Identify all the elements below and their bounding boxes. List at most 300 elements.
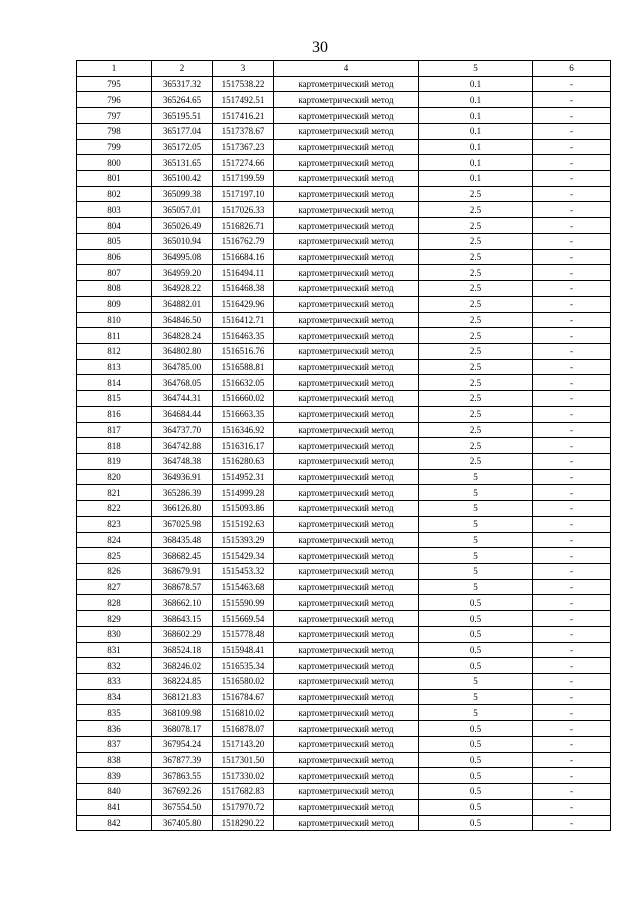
y-coordinate-cell: 1517682.83 xyxy=(213,784,274,800)
x-coordinate-cell: 367877.39 xyxy=(152,752,213,768)
point-number-cell: 820 xyxy=(77,469,152,485)
table-row xyxy=(77,626,611,642)
x-coordinate-cell: 364936.91 xyxy=(152,469,213,485)
method-cell: картометрический метод xyxy=(274,815,419,831)
method-cell: картометрический метод xyxy=(274,92,419,108)
note-cell: - xyxy=(533,312,611,328)
point-number-cell: 801 xyxy=(77,171,152,187)
point-number-cell: 821 xyxy=(77,485,152,501)
note-cell: - xyxy=(533,705,611,721)
y-coordinate-cell: 1516346.92 xyxy=(213,422,274,438)
y-coordinate-cell: 1515393.29 xyxy=(213,532,274,548)
y-coordinate-cell: 1516412.71 xyxy=(213,312,274,328)
accuracy-cell: 0.1 xyxy=(419,123,533,139)
method-cell: картометрический метод xyxy=(274,595,419,611)
note-cell: - xyxy=(533,422,611,438)
point-number-cell: 800 xyxy=(77,155,152,171)
x-coordinate-cell: 365286.39 xyxy=(152,485,213,501)
method-cell: картометрический метод xyxy=(274,752,419,768)
table-row xyxy=(77,438,611,454)
point-number-cell: 822 xyxy=(77,501,152,517)
method-cell: картометрический метод xyxy=(274,233,419,249)
point-number-cell: 827 xyxy=(77,579,152,595)
x-coordinate-cell: 366126.80 xyxy=(152,501,213,517)
point-number-cell: 805 xyxy=(77,233,152,249)
point-number-cell: 808 xyxy=(77,281,152,297)
method-cell: картометрический метод xyxy=(274,422,419,438)
y-coordinate-cell: 1516468.38 xyxy=(213,281,274,297)
table-row xyxy=(77,469,611,485)
x-coordinate-cell: 368643.15 xyxy=(152,611,213,627)
accuracy-cell: 2.5 xyxy=(419,391,533,407)
note-cell: - xyxy=(533,155,611,171)
y-coordinate-cell: 1516632.05 xyxy=(213,375,274,391)
point-number-cell: 803 xyxy=(77,202,152,218)
x-coordinate-cell: 364802.80 xyxy=(152,343,213,359)
y-coordinate-cell: 1517970.72 xyxy=(213,799,274,815)
table-row xyxy=(77,343,611,359)
table-row xyxy=(77,281,611,297)
note-cell: - xyxy=(533,391,611,407)
table-row xyxy=(77,391,611,407)
y-coordinate-cell: 1516878.07 xyxy=(213,721,274,737)
x-coordinate-cell: 368078.17 xyxy=(152,721,213,737)
note-cell: - xyxy=(533,595,611,611)
y-coordinate-cell: 1517378.67 xyxy=(213,123,274,139)
table-row xyxy=(77,359,611,375)
point-number-cell: 824 xyxy=(77,532,152,548)
accuracy-cell: 0.1 xyxy=(419,108,533,124)
method-cell: картометрический метод xyxy=(274,721,419,737)
x-coordinate-cell: 368524.18 xyxy=(152,642,213,658)
point-number-cell: 817 xyxy=(77,422,152,438)
accuracy-cell: 0.5 xyxy=(419,815,533,831)
x-coordinate-cell: 368679.91 xyxy=(152,564,213,580)
table-row xyxy=(77,92,611,108)
y-coordinate-cell: 1516535.34 xyxy=(213,658,274,674)
x-coordinate-cell: 364684.44 xyxy=(152,406,213,422)
method-cell: картометрический метод xyxy=(274,139,419,155)
x-coordinate-cell: 365177.04 xyxy=(152,123,213,139)
note-cell: - xyxy=(533,469,611,485)
point-number-cell: 802 xyxy=(77,186,152,202)
method-cell: картометрический метод xyxy=(274,186,419,202)
method-cell: картометрический метод xyxy=(274,406,419,422)
table-row xyxy=(77,485,611,501)
page-number: 30 xyxy=(312,39,328,56)
table-row xyxy=(77,721,611,737)
x-coordinate-cell: 367025.98 xyxy=(152,516,213,532)
note-cell: - xyxy=(533,108,611,124)
x-coordinate-cell: 364928.22 xyxy=(152,281,213,297)
point-number-cell: 813 xyxy=(77,359,152,375)
table-row xyxy=(77,312,611,328)
method-cell: картометрический метод xyxy=(274,736,419,752)
table-row xyxy=(77,375,611,391)
y-coordinate-cell: 1516494.11 xyxy=(213,265,274,281)
method-cell: картометрический метод xyxy=(274,516,419,532)
accuracy-cell: 0.5 xyxy=(419,784,533,800)
accuracy-cell: 2.5 xyxy=(419,359,533,375)
point-number-cell: 832 xyxy=(77,658,152,674)
x-coordinate-cell: 365264.65 xyxy=(152,92,213,108)
point-number-cell: 797 xyxy=(77,108,152,124)
x-coordinate-cell: 368121.83 xyxy=(152,689,213,705)
method-cell: картометрический метод xyxy=(274,799,419,815)
x-coordinate-cell: 368435.48 xyxy=(152,532,213,548)
accuracy-cell: 0.5 xyxy=(419,736,533,752)
point-number-cell: 815 xyxy=(77,391,152,407)
method-cell: картометрический метод xyxy=(274,485,419,501)
note-cell: - xyxy=(533,736,611,752)
accuracy-cell: 0.5 xyxy=(419,611,533,627)
y-coordinate-cell: 1516280.63 xyxy=(213,453,274,469)
accuracy-cell: 2.5 xyxy=(419,202,533,218)
table-row xyxy=(77,328,611,344)
point-number-cell: 830 xyxy=(77,626,152,642)
point-number-cell: 823 xyxy=(77,516,152,532)
accuracy-cell: 0.5 xyxy=(419,799,533,815)
accuracy-cell: 0.5 xyxy=(419,721,533,737)
method-cell: картометрический метод xyxy=(274,281,419,297)
y-coordinate-cell: 1516580.02 xyxy=(213,674,274,690)
y-coordinate-cell: 1514952.31 xyxy=(213,469,274,485)
point-number-cell: 811 xyxy=(77,328,152,344)
y-coordinate-cell: 1515590.99 xyxy=(213,595,274,611)
column-header: 6 xyxy=(533,61,611,77)
accuracy-cell: 5 xyxy=(419,532,533,548)
method-cell: картометрический метод xyxy=(274,532,419,548)
method-cell: картометрический метод xyxy=(274,501,419,517)
point-number-cell: 837 xyxy=(77,736,152,752)
accuracy-cell: 2.5 xyxy=(419,312,533,328)
point-number-cell: 809 xyxy=(77,296,152,312)
y-coordinate-cell: 1516784.67 xyxy=(213,689,274,705)
note-cell: - xyxy=(533,532,611,548)
x-coordinate-cell: 368682.45 xyxy=(152,548,213,564)
method-cell: картометрический метод xyxy=(274,391,419,407)
x-coordinate-cell: 368109.98 xyxy=(152,705,213,721)
note-cell: - xyxy=(533,642,611,658)
method-cell: картометрический метод xyxy=(274,658,419,674)
note-cell: - xyxy=(533,281,611,297)
method-cell: картометрический метод xyxy=(274,328,419,344)
table-row xyxy=(77,564,611,580)
accuracy-cell: 2.5 xyxy=(419,343,533,359)
method-cell: картометрический метод xyxy=(274,202,419,218)
table-row xyxy=(77,658,611,674)
table-row xyxy=(77,595,611,611)
method-cell: картометрический метод xyxy=(274,564,419,580)
note-cell: - xyxy=(533,674,611,690)
table-row xyxy=(77,171,611,187)
note-cell: - xyxy=(533,202,611,218)
accuracy-cell: 0.1 xyxy=(419,76,533,92)
method-cell: картометрический метод xyxy=(274,579,419,595)
accuracy-cell: 0.5 xyxy=(419,642,533,658)
note-cell: - xyxy=(533,406,611,422)
note-cell: - xyxy=(533,768,611,784)
method-cell: картометрический метод xyxy=(274,611,419,627)
y-coordinate-cell: 1517492.51 xyxy=(213,92,274,108)
note-cell: - xyxy=(533,139,611,155)
table-row xyxy=(77,186,611,202)
note-cell: - xyxy=(533,123,611,139)
x-coordinate-cell: 364882.01 xyxy=(152,296,213,312)
note-cell: - xyxy=(533,752,611,768)
table-row xyxy=(77,108,611,124)
note-cell: - xyxy=(533,296,611,312)
accuracy-cell: 0.5 xyxy=(419,626,533,642)
method-cell: картометрический метод xyxy=(274,108,419,124)
x-coordinate-cell: 364846.50 xyxy=(152,312,213,328)
x-coordinate-cell: 365099.38 xyxy=(152,186,213,202)
table-row xyxy=(77,76,611,92)
table-row xyxy=(77,139,611,155)
x-coordinate-cell: 365172.05 xyxy=(152,139,213,155)
y-coordinate-cell: 1517538.22 xyxy=(213,76,274,92)
y-coordinate-cell: 1515192.63 xyxy=(213,516,274,532)
x-coordinate-cell: 364785.00 xyxy=(152,359,213,375)
note-cell: - xyxy=(533,564,611,580)
table-body xyxy=(77,76,611,831)
y-coordinate-cell: 1517143.20 xyxy=(213,736,274,752)
point-number-cell: 826 xyxy=(77,564,152,580)
accuracy-cell: 5 xyxy=(419,689,533,705)
y-coordinate-cell: 1517301.50 xyxy=(213,752,274,768)
table-row xyxy=(77,265,611,281)
table-row xyxy=(77,752,611,768)
accuracy-cell: 2.5 xyxy=(419,281,533,297)
x-coordinate-cell: 364737.70 xyxy=(152,422,213,438)
method-cell: картометрический метод xyxy=(274,642,419,658)
y-coordinate-cell: 1518290.22 xyxy=(213,815,274,831)
y-coordinate-cell: 1514999.28 xyxy=(213,485,274,501)
x-coordinate-cell: 364744.31 xyxy=(152,391,213,407)
method-cell: картометрический метод xyxy=(274,626,419,642)
x-coordinate-cell: 365317.32 xyxy=(152,76,213,92)
y-coordinate-cell: 1516810.02 xyxy=(213,705,274,721)
point-number-cell: 810 xyxy=(77,312,152,328)
point-number-cell: 799 xyxy=(77,139,152,155)
method-cell: картометрический метод xyxy=(274,453,419,469)
table-row xyxy=(77,516,611,532)
accuracy-cell: 0.1 xyxy=(419,92,533,108)
table-row xyxy=(77,815,611,831)
point-number-cell: 795 xyxy=(77,76,152,92)
table-row xyxy=(77,579,611,595)
accuracy-cell: 2.5 xyxy=(419,218,533,234)
coordinates-table xyxy=(76,60,611,831)
x-coordinate-cell: 364748.38 xyxy=(152,453,213,469)
accuracy-cell: 0.1 xyxy=(419,171,533,187)
note-cell: - xyxy=(533,265,611,281)
x-coordinate-cell: 365100.42 xyxy=(152,171,213,187)
table-row xyxy=(77,642,611,658)
table-row xyxy=(77,784,611,800)
x-coordinate-cell: 364768.05 xyxy=(152,375,213,391)
y-coordinate-cell: 1515778.48 xyxy=(213,626,274,642)
note-cell: - xyxy=(533,485,611,501)
x-coordinate-cell: 367692.26 xyxy=(152,784,213,800)
note-cell: - xyxy=(533,658,611,674)
x-coordinate-cell: 365195.51 xyxy=(152,108,213,124)
method-cell: картометрический метод xyxy=(274,469,419,485)
x-coordinate-cell: 365010.94 xyxy=(152,233,213,249)
accuracy-cell: 2.5 xyxy=(419,186,533,202)
y-coordinate-cell: 1516463.35 xyxy=(213,328,274,344)
y-coordinate-cell: 1516516.76 xyxy=(213,343,274,359)
column-header: 1 xyxy=(77,61,152,77)
table-row xyxy=(77,799,611,815)
table-row xyxy=(77,674,611,690)
method-cell: картометрический метод xyxy=(274,123,419,139)
y-coordinate-cell: 1517274.66 xyxy=(213,155,274,171)
accuracy-cell: 0.1 xyxy=(419,139,533,155)
method-cell: картометрический метод xyxy=(274,674,419,690)
y-coordinate-cell: 1515948.41 xyxy=(213,642,274,658)
y-coordinate-cell: 1516588.81 xyxy=(213,359,274,375)
x-coordinate-cell: 367405.80 xyxy=(152,815,213,831)
point-number-cell: 828 xyxy=(77,595,152,611)
note-cell: - xyxy=(533,501,611,517)
table-row xyxy=(77,233,611,249)
table-row xyxy=(77,296,611,312)
y-coordinate-cell: 1517026.33 xyxy=(213,202,274,218)
x-coordinate-cell: 365026.49 xyxy=(152,218,213,234)
y-coordinate-cell: 1517367.23 xyxy=(213,139,274,155)
accuracy-cell: 2.5 xyxy=(419,233,533,249)
y-coordinate-cell: 1516316.17 xyxy=(213,438,274,454)
note-cell: - xyxy=(533,438,611,454)
y-coordinate-cell: 1515453.32 xyxy=(213,564,274,580)
table-row xyxy=(77,768,611,784)
header-row xyxy=(77,61,611,77)
method-cell: картометрический метод xyxy=(274,359,419,375)
column-header: 3 xyxy=(213,61,274,77)
table-row xyxy=(77,705,611,721)
method-cell: картометрический метод xyxy=(274,438,419,454)
method-cell: картометрический метод xyxy=(274,548,419,564)
x-coordinate-cell: 368678.57 xyxy=(152,579,213,595)
point-number-cell: 806 xyxy=(77,249,152,265)
y-coordinate-cell: 1517199.59 xyxy=(213,171,274,187)
table-row xyxy=(77,689,611,705)
method-cell: картометрический метод xyxy=(274,76,419,92)
y-coordinate-cell: 1517416.21 xyxy=(213,108,274,124)
y-coordinate-cell: 1517330.02 xyxy=(213,768,274,784)
point-number-cell: 796 xyxy=(77,92,152,108)
accuracy-cell: 0.5 xyxy=(419,768,533,784)
method-cell: картометрический метод xyxy=(274,171,419,187)
accuracy-cell: 2.5 xyxy=(419,438,533,454)
point-number-cell: 834 xyxy=(77,689,152,705)
method-cell: картометрический метод xyxy=(274,689,419,705)
accuracy-cell: 2.5 xyxy=(419,422,533,438)
method-cell: картометрический метод xyxy=(274,784,419,800)
point-number-cell: 829 xyxy=(77,611,152,627)
point-number-cell: 836 xyxy=(77,721,152,737)
y-coordinate-cell: 1516660.02 xyxy=(213,391,274,407)
y-coordinate-cell: 1515093.86 xyxy=(213,501,274,517)
x-coordinate-cell: 364828.24 xyxy=(152,328,213,344)
point-number-cell: 841 xyxy=(77,799,152,815)
x-coordinate-cell: 367954.24 xyxy=(152,736,213,752)
point-number-cell: 812 xyxy=(77,343,152,359)
method-cell: картометрический метод xyxy=(274,312,419,328)
x-coordinate-cell: 364742.88 xyxy=(152,438,213,454)
y-coordinate-cell: 1517197.10 xyxy=(213,186,274,202)
point-number-cell: 816 xyxy=(77,406,152,422)
x-coordinate-cell: 368602.29 xyxy=(152,626,213,642)
note-cell: - xyxy=(533,611,611,627)
y-coordinate-cell: 1515463.68 xyxy=(213,579,274,595)
method-cell: картометрический метод xyxy=(274,343,419,359)
accuracy-cell: 2.5 xyxy=(419,249,533,265)
table-row xyxy=(77,501,611,517)
column-header: 2 xyxy=(152,61,213,77)
point-number-cell: 804 xyxy=(77,218,152,234)
table-row xyxy=(77,532,611,548)
point-number-cell: 819 xyxy=(77,453,152,469)
note-cell: - xyxy=(533,689,611,705)
table-row xyxy=(77,406,611,422)
table-row xyxy=(77,218,611,234)
accuracy-cell: 5 xyxy=(419,469,533,485)
accuracy-cell: 5 xyxy=(419,705,533,721)
table-row xyxy=(77,548,611,564)
point-number-cell: 814 xyxy=(77,375,152,391)
y-coordinate-cell: 1516826.71 xyxy=(213,218,274,234)
accuracy-cell: 5 xyxy=(419,485,533,501)
point-number-cell: 825 xyxy=(77,548,152,564)
accuracy-cell: 2.5 xyxy=(419,265,533,281)
y-coordinate-cell: 1516762.79 xyxy=(213,233,274,249)
accuracy-cell: 5 xyxy=(419,674,533,690)
x-coordinate-cell: 367554.50 xyxy=(152,799,213,815)
accuracy-cell: 2.5 xyxy=(419,296,533,312)
y-coordinate-cell: 1516429.96 xyxy=(213,296,274,312)
note-cell: - xyxy=(533,76,611,92)
table-row xyxy=(77,453,611,469)
method-cell: картометрический метод xyxy=(274,768,419,784)
accuracy-cell: 5 xyxy=(419,564,533,580)
x-coordinate-cell: 364995.08 xyxy=(152,249,213,265)
accuracy-cell: 5 xyxy=(419,579,533,595)
note-cell: - xyxy=(533,453,611,469)
y-coordinate-cell: 1515669.54 xyxy=(213,611,274,627)
point-number-cell: 840 xyxy=(77,784,152,800)
point-number-cell: 838 xyxy=(77,752,152,768)
note-cell: - xyxy=(533,784,611,800)
point-number-cell: 839 xyxy=(77,768,152,784)
accuracy-cell: 0.5 xyxy=(419,595,533,611)
note-cell: - xyxy=(533,815,611,831)
x-coordinate-cell: 367863.55 xyxy=(152,768,213,784)
method-cell: картометрический метод xyxy=(274,249,419,265)
accuracy-cell: 0.5 xyxy=(419,658,533,674)
y-coordinate-cell: 1516684.16 xyxy=(213,249,274,265)
method-cell: картометрический метод xyxy=(274,155,419,171)
note-cell: - xyxy=(533,579,611,595)
note-cell: - xyxy=(533,343,611,359)
note-cell: - xyxy=(533,233,611,249)
note-cell: - xyxy=(533,799,611,815)
accuracy-cell: 5 xyxy=(419,516,533,532)
accuracy-cell: 5 xyxy=(419,501,533,517)
table-row xyxy=(77,202,611,218)
point-number-cell: 831 xyxy=(77,642,152,658)
